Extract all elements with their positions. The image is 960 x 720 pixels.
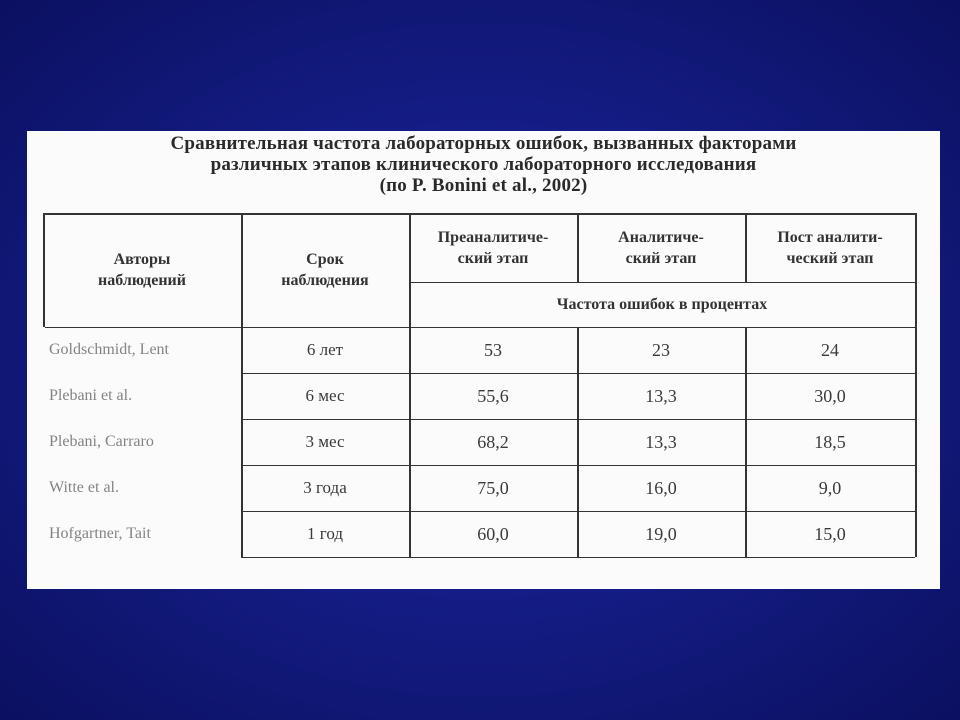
header-period-line-1: Срок: [306, 251, 344, 268]
header-period: [241, 213, 409, 327]
header-analytic: [577, 213, 745, 282]
row-1-analytic: 23: [652, 339, 670, 360]
header-authors-line-1: Авторы: [113, 251, 171, 268]
row-divider-7: [241, 557, 915, 558]
row-3-post: 18,5: [814, 431, 846, 452]
row-4-period: 3 года: [303, 478, 347, 497]
right-border: [915, 213, 917, 557]
header-authors-line-2: наблюдений: [98, 272, 186, 289]
header-pre-line-2: ский этап: [457, 249, 529, 267]
row-1-post: 24: [821, 339, 839, 360]
header-preanalytic: [409, 213, 577, 282]
row-1-pre: 53: [484, 339, 502, 360]
header-analytic-line-1: Аналитиче-: [618, 228, 704, 246]
row-2-post: 30,0: [814, 385, 846, 406]
row-4-pre: 75,0: [477, 477, 509, 498]
row-1-period: 6 лет: [306, 340, 344, 359]
row-2-period: 6 мес: [305, 386, 345, 405]
row-5-analytic: 19,0: [645, 523, 677, 544]
row-1-author: Goldschmidt, Lent: [49, 341, 169, 358]
row-2-author: Plebani et al.: [49, 387, 133, 404]
header-frequency: Частота ошибок в процентах: [556, 296, 768, 313]
row-2-analytic: 13,3: [645, 385, 677, 406]
row-4-author: Witte et al.: [49, 479, 119, 496]
row-2-pre: 55,6: [477, 385, 509, 406]
header-analytic-line-2: ский этап: [625, 249, 697, 267]
row-3-period: 3 мес: [305, 432, 345, 451]
row-5-author: Hofgartner, Tait: [49, 525, 151, 542]
row-3-author: Plebani, Carraro: [49, 433, 154, 450]
row-5-period: 1 год: [307, 524, 343, 543]
row-5-pre: 60,0: [477, 523, 509, 544]
header-period-line-2: наблюдения: [281, 272, 369, 289]
header-authors: [43, 213, 241, 327]
row-3-pre: 68,2: [477, 431, 509, 452]
title-line-2: различных этапов клинического лабораторного исследования: [210, 154, 757, 175]
header-pre-line-1: Преаналитиче-: [437, 228, 549, 246]
header-postanalytic: [745, 213, 915, 282]
document-sheet: [27, 131, 940, 589]
header-post-line-1: Пост аналити-: [777, 228, 883, 246]
row-4-post: 9,0: [818, 477, 842, 498]
row-3-analytic: 13,3: [645, 431, 677, 452]
header-post-line-2: ческий этап: [786, 249, 874, 267]
title-line-3: (по P. Bonini et al., 2002): [379, 175, 588, 196]
row-4-analytic: 16,0: [645, 477, 677, 498]
table-title: [27, 133, 940, 196]
row-5-post: 15,0: [814, 523, 846, 544]
title-line-1: Сравнительная частота лабораторных ошибок, вызванных факторами: [170, 133, 797, 154]
